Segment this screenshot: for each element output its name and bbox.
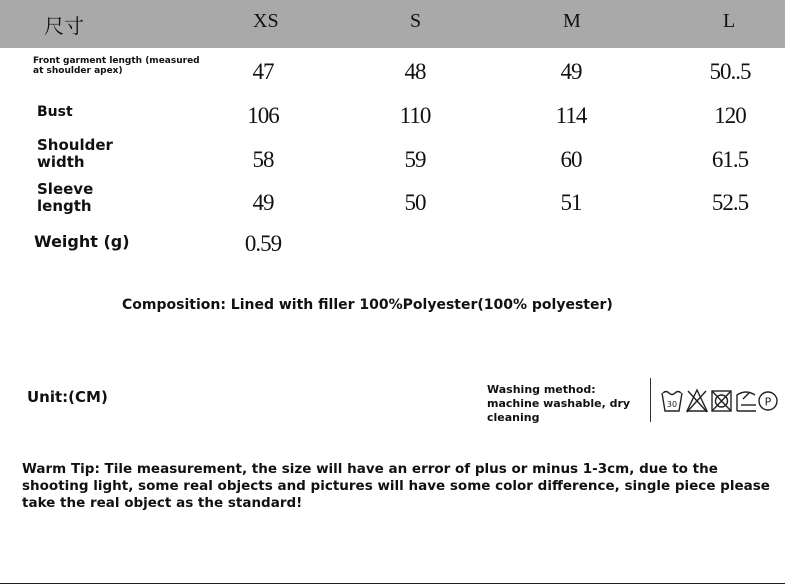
row-label-bust: Bust [37, 104, 73, 120]
svg-text:P: P [764, 395, 772, 409]
row-label-front-length: Front garment length (measured at shoulder apex) [33, 56, 200, 77]
value-front-length-m: 49 [560, 59, 582, 84]
value-weight: 0.59 [244, 231, 282, 256]
warm-tip-text: Warm Tip: Tile measurement, the size will have an error of plus or minus 1-3cm, due to the shooting light, some real objects and pictures will have some color difference, single piece please take the real object as the standard! [22, 461, 770, 511]
header-size-m: M [563, 10, 581, 32]
size-table-header [0, 0, 785, 48]
header-size-l: L [723, 10, 736, 32]
value-bust-xs: 106 [247, 103, 279, 128]
value-bust-s: 110 [399, 103, 431, 128]
unit-label: Unit:(CM) [27, 388, 108, 406]
care-symbols [661, 385, 779, 421]
wash-30-icon [662, 392, 682, 412]
value-shoulder-xs: 58 [252, 147, 274, 172]
value-bust-l: 120 [714, 103, 746, 128]
value-shoulder-l: 61.5 [711, 147, 749, 172]
row-label-weight: Weight (g) [34, 232, 130, 251]
wash-temp-label: 30 [666, 400, 678, 409]
row-label-shoulder-width: Shoulder width [37, 136, 113, 172]
no-bleach-icon [687, 390, 707, 412]
no-tumble-dry-icon [712, 391, 731, 411]
header-size-label: 尺寸 [44, 16, 84, 38]
value-front-length-s: 48 [404, 59, 426, 84]
value-sleeve-s: 50 [404, 190, 426, 215]
value-front-length-xs: 47 [252, 59, 274, 84]
dry-clean-p-icon [759, 392, 777, 410]
header-size-xs: XS [253, 10, 279, 32]
value-shoulder-m: 60 [560, 147, 582, 172]
washing-divider [650, 378, 651, 422]
value-sleeve-xs: 49 [252, 190, 274, 215]
header-size-s: S [410, 10, 422, 32]
care-symbols-svg [661, 385, 779, 417]
line-dry-shade-icon [737, 392, 756, 411]
value-shoulder-s: 59 [404, 147, 426, 172]
value-sleeve-m: 51 [560, 190, 582, 215]
value-sleeve-l: 52.5 [711, 190, 749, 215]
bottom-border [0, 583, 785, 584]
washing-method-text: Washing method: machine washable, dry cleaning [487, 383, 631, 424]
value-bust-m: 114 [555, 103, 587, 128]
row-label-sleeve-length: Sleeve length [37, 180, 94, 216]
value-front-length-l: 50..5 [709, 59, 751, 84]
composition-text: Composition: Lined with filler 100%Polyester(100% polyester) [122, 297, 613, 313]
